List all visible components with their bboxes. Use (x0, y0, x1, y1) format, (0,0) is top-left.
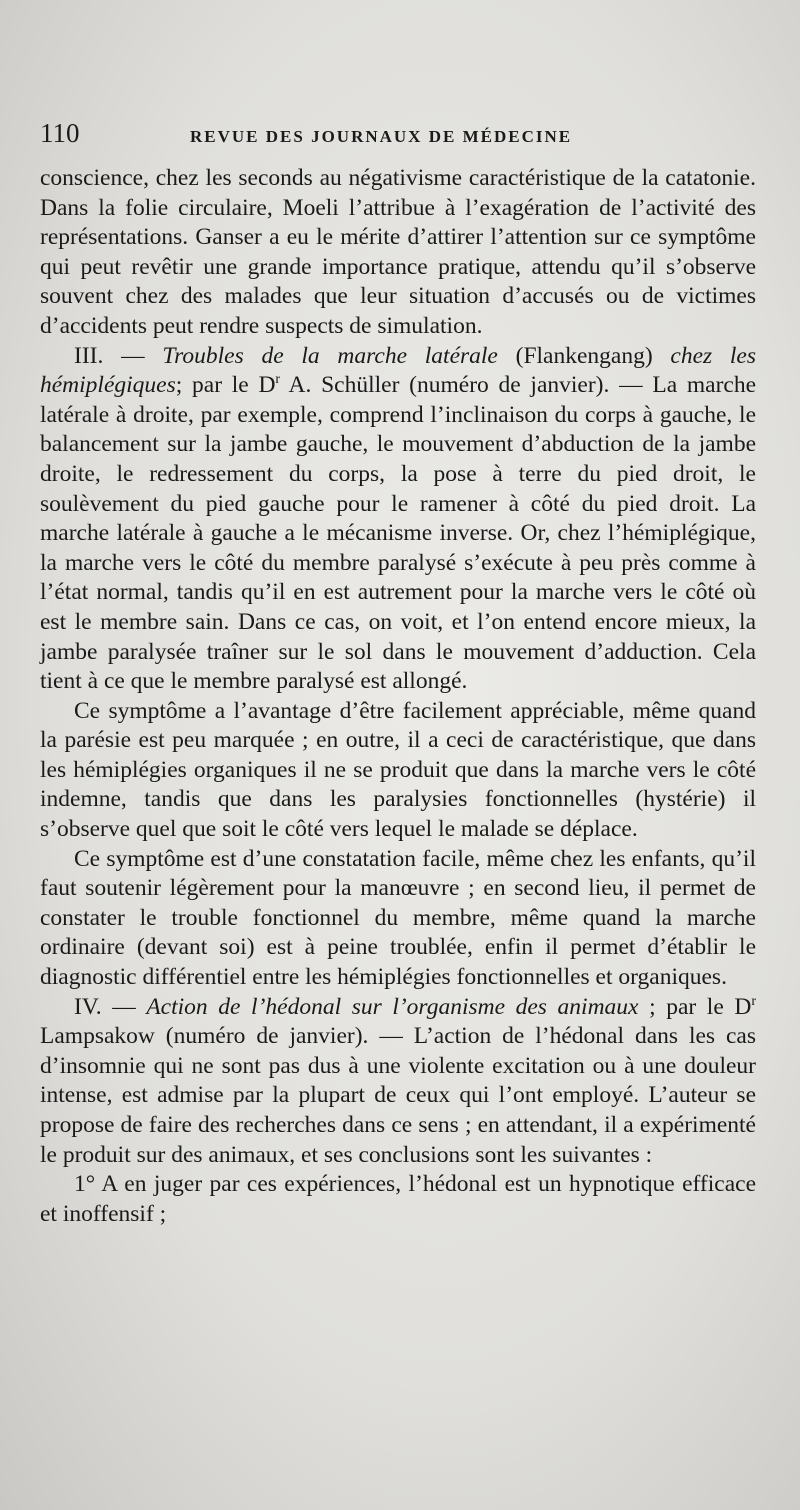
section-title: Action de l’hédonal sur l’organisme des animaux (146, 993, 639, 1020)
section-iv (40, 993, 756, 1171)
section-number: III. — (74, 342, 163, 369)
paragraph: conscience, chez les seconds au négativisme caractéristique de la catatonie. Dans la folie circulaire, Moeli l’attribue à l’exagération de l’activité des représentations. Ganser a eu le mérite d’attirer l’attention sur ce symptôme qui peut revêtir une grande importance pratique, attendu qu’il s’observe souvent chez des malades que leur situation d’accusés ou de victimes d’accidents peut rendre suspects de simulation. (40, 165, 756, 339)
paragraph: 1° A en juger par ces expériences, l’hédonal est un hypnotique efficace et inoffensif ; (40, 1171, 756, 1227)
page-header (40, 118, 756, 158)
section-text: Lampsakow (numéro de janvier). — L’action de l’hédonal dans les cas d’insomnie qui ne sont pas dus à une violente excitation ou à une douleur intense, est admise par la plupart de ceux qui l’ont employé. L’auteur se propose de faire des recherches dans ce sens ; en attendant, il a expérimenté le produit sur des animaux, et ses conclusions sont les suivantes : (40, 1023, 756, 1168)
running-title: REVUE DES JOURNAUX DE MÉDECINE (190, 127, 573, 146)
section-text: A. Schüller (numéro de janvier). — La marche latérale à droite, par exemple, comprend l’inclinaison du corps à gauche, le balancement sur la jambe gauche, le mouvement d’abduction de la jambe droite, le redressement du corps, la pose à terre du pied droit, le soulèvement du pied gauche pour le ramener à côté du pied droit. La marche latérale à gauche a le mécanisme inverse. Or, chez l’hémiplégique, la marche vers le côté du membre paralysé s’exécute à peu près comme à l’état normal, tandis qu’il en est autrement pour la marche vers le côté où est le membre sain. Dans ce cas, on voit, et l’on entend encore mieux, la jambe paralysée traîner sur le sol dans le mouvement d’adduction. Cela tient à ce que le membre paralysé est allongé. (40, 372, 756, 695)
author-prefix: ; par le D (175, 372, 276, 399)
doctor-superscript: r (275, 372, 281, 388)
doctor-superscript: r (751, 993, 756, 1009)
section-title-continued: chez les hémiplégiques (40, 342, 757, 399)
section-number: IV. — (74, 993, 147, 1020)
author-prefix: ; par le D (638, 993, 752, 1020)
article-body (40, 164, 756, 1229)
section-title-note: (Flankengang) (497, 342, 671, 369)
paragraph: Ce symptôme a l’avantage d’être facilement appréciable, même quand la parésie est peu marquée ; en outre, il a ceci de caractéristique, que dans les hémiplégies organiques il ne se produit que dans la marche vers le côté indemne, tandis que dans les paralysies fonctionnelles (hystérie) il s’observe quel que soit le côté vers lequel le malade se déplace. (40, 697, 756, 843)
page-number: 110 (40, 118, 80, 148)
section-iii (40, 342, 756, 697)
paragraph: Ce symptôme est d’une constatation facile, même chez les enfants, qu’il faut soutenir légèrement pour la manœuvre ; en second lieu, il permet de constater le trouble fonctionnel du membre, même quand la marche ordinaire (devant soi) est à peine troublée, enfin il permet d’établir le diagnostic différentiel entre les hémiplégies fonctionnelles et organiques. (40, 845, 756, 991)
section-title: Troubles de la marche latérale (162, 342, 498, 369)
